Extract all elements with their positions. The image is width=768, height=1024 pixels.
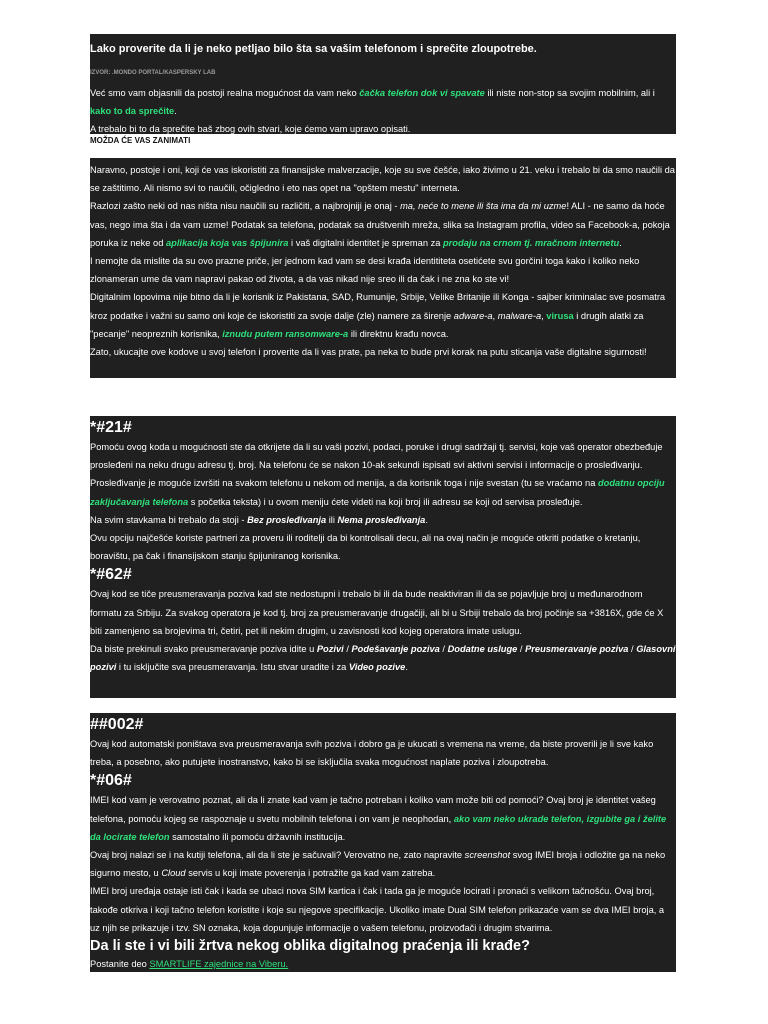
paragraph: Da biste prekinuli svako preusmeravanje poziva idite u Pozivi / Podešavanje poziva / Dodatne usluge / Preusmeravanje poziva / Glasovni pozivi i tu isključite sva preusmeravanja. Istu stvar uradite i za Video pozive.: [90, 644, 676, 673]
link-how-to-prevent[interactable]: kako to da sprečite: [90, 106, 175, 117]
paragraph: Ovaj kod se tiče preusmeravanja poziva kad ste nedostupni i trebalo bi ili da bude neaktiviran ili da se pojavljuje broj u međunarodnom formatu za Srbiju. Za svakog operatora je kod tj. broj za preusmeravanje drugačiji, ali bi u Srbiji trebalo da broj počinje sa +3816X, gde će X biti zamenjeno sa brojevima tri, četiri, pet ili nekim drugim, u zavisnosti kod kojeg operatora imate uslugu.: [90, 589, 664, 636]
link-phone-tampering[interactable]: čačka telefon dok vi spavate: [359, 88, 485, 98]
paragraph: I nemojte da mislite da su ovo prazne priče, jer jednom kad vam se desi krađa identititeta osetićete svu gorčini toga kako i koliko neko zlonameran ume da vam napravi pakao od života, a da vas nikad nije sreo ili da čak i ne zna ko ste vi!: [90, 256, 640, 285]
paragraph: Ovu opciju najčešće koriste partneri za proveru ili roditelji da bi kontrolisali decu, ali na ovaj način je moguće otkriti podatke o kretanju, boravištu, pa čak i finansijskom stanju špijuniranog korisnika.: [90, 533, 641, 562]
paragraph: Prosleđivanje je moguće izvršiti na svakom telefonu u nekom od menija, a da korisnik toga i nije svestan (tu se vraćamo na dodatnu opciju zaključavanja telefona s početka teksta) i u ovom meniju ćete videti na koji broj ili adresu se koji od servisa prosleđuje.: [90, 478, 665, 507]
paragraph: Ovaj broj nalazi se i na kutiji telefona, ali da li ste je sačuvali? Verovatno ne, zato napravite screenshot svog IMEI broja i odložite ga na neko sigurno mesto, u Cloud servis u koji imate poverenja i potražite ga kad vam zatreba.: [90, 850, 666, 879]
paragraph: Ovaj kod automatski poništava sva preusmeravanja svih poziva i dobro ga je ukucati s vremena na vreme, da biste proverili je li sve kako treba, a posebno, ako putujete inostranstvo, kako bi se isključila svaka mogućnost naplate poziva i zloupotreba.: [90, 739, 654, 768]
paragraph: Naravno, postoje i oni, koji će vas iskoristiti za finansijske malverzacije, koje su sve češće, iako živimo u 21. veku i trebalo bi da smo naučili da se zaštitimo. Ali nismo svi to naučili, očigledno i eto nas opet na "opštem mestu" interneta.: [90, 165, 675, 194]
codes-block-2: [90, 713, 676, 972]
paragraph: Razlozi zašto neki od nas ništa nisu naučili su različiti, a najbrojniji je onaj - ma, neće to mene ili šta ima da mi uzme! ALI - ne samo da hoće vas, nego ima šta i da vam uzme! Podatak sa telefona, podatak sa društvenih mreža, slika sa Instagram profila, video sa Facebook-a, pokoja poruka iz neke od aplikacija koja vas špijunira i vaš digitalni identitet je spreman za prodaju na crnom tj. mračnom internetu.: [90, 201, 670, 248]
codes-block-1: [90, 416, 676, 698]
article-title: Lako proverite da li je neko petljao bilo šta sa vašim telefonom i sprečite zloupotrebe.: [90, 43, 537, 55]
cta-line: Postanite deo SMARTLIFE zajednice na Viberu.: [90, 959, 289, 970]
paragraph: Na svim stavkama bi trebalo da stoji - Bez prosleđivanja ili Nema prosleđivanja.: [90, 514, 428, 525]
link-viruses[interactable]: virusa: [546, 310, 574, 321]
link-locate-phone[interactable]: ako vam neko ukrade telefon, izgubite ga i želite da locirate telefon: [90, 813, 667, 842]
code-heading-002: ##002#: [90, 716, 144, 733]
paragraph: Pomoću ovog koda u mogućnosti ste da otkrijete da li su vaši pozivi, podaci, poruke i drugi sadržaji tj. servisi, koje vaš operator obezbeđuje prosleđeni na neku drugu adresu tj. broj. Na telefonu će se nakon 10-ak sekundi ispisati svi aktivni servisi i informacije o prosleđivanju.: [90, 442, 663, 471]
intro-paragraph: Već smo vam objasnili da postoji realna mogućnost da vam neko čačka telefon dok vi spavate ili niste non-stop sa svojim mobilnim, ali i kako to da sprečite.: [90, 88, 655, 117]
link-spy-apps[interactable]: aplikacija koja vas špijunira: [165, 237, 289, 248]
link-ransomware[interactable]: iznudu putem ransomware-a: [222, 328, 349, 339]
source-line: IZVOR: .MONDO PORTAL/KASPERSKY LAB: [90, 70, 216, 76]
link-dark-web[interactable]: prodaju na crnom tj. mračnom internetu: [442, 237, 620, 248]
paragraph: IMEI broj uređaja ostaje isti čak i kada se ubaci nova SIM kartica i čak i tada ga je moguće locirati i pronaći s velikom tačnošću. Ovaj broj, takođe otkriva i koji tačno telefon koristite i koje su njegove specifikacije. Ukoliko imate Dual SIM telefon prikazaće vam se dva IMEI broja, a uz njih se prikazuje i tzv. SN oznaka, koja dopunjuje informacije o vašem telefonu, proizvođači i drugim stvarima.: [90, 886, 665, 933]
code-heading-06: *#06#: [90, 772, 132, 790]
paragraph: IMEI kod vam je verovatno poznat, ali da li znate kad vam je tačno potreban i koliko vam može biti od pomoći? Ovaj broj je identitet vašeg telefona, pomoću kojeg se raspoznaje u svetu mobilnih telefona i on vam je neophodan, ako vam neko ukrade telefon, izgubite ga i želite da locirate telefon samostalno ili pomoću državnih institucija.: [90, 795, 667, 842]
intro-paragraph-2: A trebalo bi to da sprečite baš zbog ovih stvari, koje ćemo vam upravo opisati.: [90, 124, 411, 134]
link-lock-option[interactable]: dodatnu opciju zaključavanja telefona: [90, 478, 665, 507]
viber-community-link[interactable]: SMARTLIFE zajednice na Viberu.: [149, 959, 289, 970]
paragraph: Digitalnim lopovima nije bitno da li je korisnik iz Pakistana, SAD, Rumunije, Srbije, Velike Britanije ili Konga - sajber kriminalac sve posmatra kroz podatke i važni su samo oni koje će iskoristiti za svoje dalje (zle) namere za širenje adware-a, malware-a, virusa i drugih alatki za "pecanje" neopreznih korisnika, iznudu putem ransomware-a ili direktnu krađu novca.: [90, 292, 666, 339]
question-heading: Da li ste i vi bili žrtva nekog oblika digitalnog praćenja ili krađe?: [90, 938, 530, 955]
intro-block: [90, 34, 676, 134]
code-heading-21: *#21#: [90, 419, 132, 436]
code-heading-62: *#62#: [90, 566, 132, 584]
paragraph: Zato, ukucajte ove kodove u svoj telefon i proverite da li vas prate, pa neka to bude prvi korak na putu sticanja vaše digitalne sigurnosti!: [90, 347, 647, 358]
related-label: MOŽDA ĆE VAS ZANIMATI: [90, 136, 191, 145]
main-text-block: [90, 158, 676, 378]
